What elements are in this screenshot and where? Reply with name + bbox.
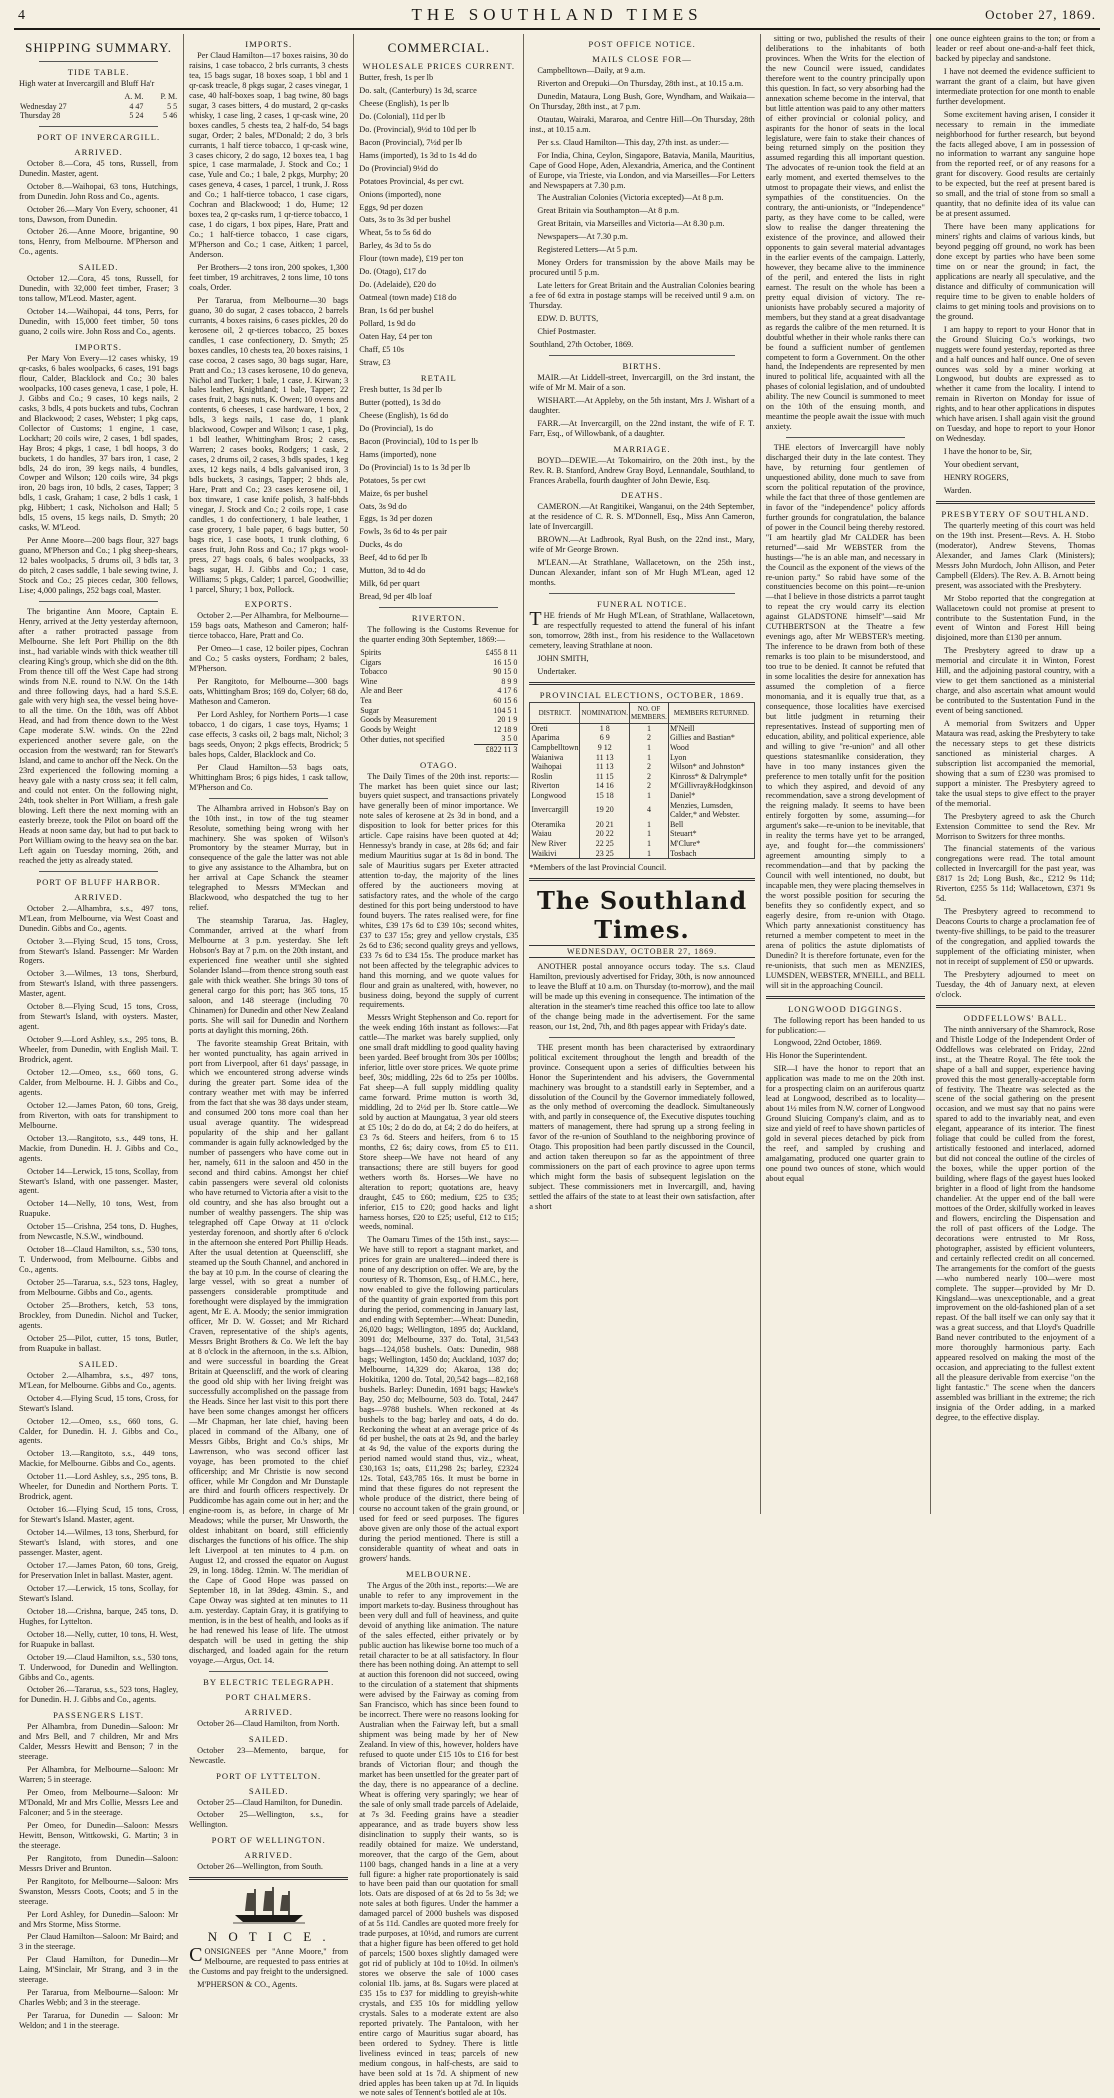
list-item: Dunedin, Mataura, Long Bush, Gore, Wyndham, and Waikaia—On Thursday, 28th inst., at 7 p.m. <box>529 91 755 111</box>
table-row: Aparima 6 9 2 Gillies and Bastian* <box>531 733 735 743</box>
sailed-label: SAILED. <box>248 1785 289 1796</box>
list-item: October 13.—Rangitoto, s.s., 449 tons, Mackie, for Melbourne. Gibbs and Co., agents. <box>19 1449 179 1469</box>
post-office-sub: MAILS CLOSE FOR— <box>592 54 692 64</box>
news-paragraph: The favorite steamship Great Britain, with her wonted punctuality, has again arrived in port from Liverpool, after 61 days' passage, in which we encountered strong adverse winds during the greater part. Some idea of the contrary weather met with may be inferred from the fact that she was 38 days under steam, and consumed 200 tons more coal than her usual average quantity. The widespread popularity of the ship and her gallant commander is again fully acknowledged by the number of passengers who have come out in her, namely, 611 in the saloon and 450 in the second and third cabins. Amongst her chief cabin passengers were several old colonists who have returned to Victoria after a visit to the old country, and she has also brought out a number of wealthy passengers. The ship was telegraphed off Cape Otway at 11 o'clock yesterday forenoon, and shortly after 6 o'clock in the afternoon she entered Port Phillip Heads. After the usual detention at Queenscliff, she steamed up the South Channel, and anchored in the bay at 10 p.m. In the course of clearing the large vessel, with so great a number of passengers considerable promptitude and forethought were displayed by the immigration agent, Mr E. A. Moody; the senior immigration officer, Mr D. W. Gosset; and Mr Richard Craven, representative of the ship's agents, Messrs Bright Brothers & Co. We left the bay at 8 o'clock in the afternoon, in the s.s. Albion, and were successful in boarding the Great Britain at Queenscliff, and the work of clearing the good old ship with her living freight was successfully accomplished on the passage from the Heads. Since her last visit to this port there have been some changes amongst her officers—Mr Chapman, her late chief, having been placed in command of the Albany, one of Messrs Gibbs, Bright and Co.'s ships, Mr Lawrenson, who was second officer last voyage, has been promoted to the chief officership; and Mr Christie is now second officer, while Mr Congdon and Mr Dunstaple are third and fourth officers respectively. Dr Puddicombe has again come out in her; and the engine-room is, as before, in charge of Mr Meadows; while the purser, Mr Unsworth, the oldest inhabitant on board, still efficiently discharges the functions of his office. The ship left Liverpool at ten minutes to 4 p.m. on August 12, and crossed the equator on August 29, in long. 18deg. 12min. W. The meridian of the Cape of Good Hope was passed on September 18, in lat 39deg. 43min. S., and Cape Otway was sighted at ten minutes to 11 a.m. yesterday. Captain Gray, it is gratifying to mention, is in the best of health, and looks as if he had renewed his lease of life. The utmost despatch will be used in getting the ship discharged, and loaded again for the return voyage.—Argus, Oct. 14. <box>189 1038 349 1665</box>
wholesale-heading: WHOLESALE PRICES CURRENT. <box>362 61 516 71</box>
list-item: Per Brothers—2 tons iron, 200 spokes, 1,300 feet timber, 19 architraves, 2 tons lime, 10 tons coals, Order. <box>189 263 349 292</box>
list-item: October 26.—Mary Von Every, schooner, 41 tons, Dawson, from Dunedin. <box>19 204 179 224</box>
arrived-label: ARRIVED. <box>74 146 123 157</box>
list-item: Beef, 4d to 6d per lb <box>359 553 428 563</box>
list-item: Per Lord Ashley, for Dunedin—Saloon: Mr and Mrs Storme, Miss Storme. <box>19 1909 179 1929</box>
warden-name: HENRY ROGERS, <box>943 473 1009 483</box>
list-item: October 25—Claud Hamilton, for Dunedin. <box>197 1797 343 1807</box>
column-6 <box>931 34 1100 1514</box>
list-item: October 12.—Omeo, s.s., 660 tons, G. Calder, from Melbourne. H. J. Gibbs and Co., agents. <box>19 1067 179 1097</box>
list-item: Campbelltown—Daily, at 9 a.m. <box>537 66 646 75</box>
arrived-label: ARRIVED. <box>244 1850 293 1861</box>
column-4 <box>524 34 760 1514</box>
page-number: 4 <box>18 8 25 23</box>
warden-closing: Your obedient servant, <box>943 460 1019 470</box>
postmaster-title: Chief Postmaster. <box>537 326 596 336</box>
list-item: Do (Provincial) 9½d do <box>359 163 439 173</box>
list-item: October 12.—Omeo, s.s., 660 tons, G. Calder, for Dunedin. H. J. Gibbs and Co., agents. <box>19 1416 179 1446</box>
list-item: Cheese (English), 1s per lb <box>359 98 449 108</box>
list-item: October 8.—Cora, 45 tons, Russell, from Dunedin. Master, agent. <box>19 158 179 178</box>
sailed-label: SAILED. <box>248 1733 289 1744</box>
commercial-heading: COMMERCIAL. <box>387 40 490 55</box>
funeral-dropcap: T <box>529 608 542 631</box>
editorial-date: WEDNESDAY, OCTOBER 27, 1869. <box>529 945 754 958</box>
list-item: Cheese (English), 1s 6d do <box>359 410 449 420</box>
sailed-label: SAILED. <box>78 262 119 273</box>
notice-signature: M'PHERSON & CO., Agents. <box>197 1980 298 1990</box>
newspaper-title: The Southland Times. <box>536 886 748 945</box>
melbourne-heading: MELBOURNE. <box>406 1568 472 1579</box>
list-item: Great Britain via Southampton—At 8 p.m. <box>537 206 680 216</box>
port-invercargill-heading: PORT OF INVERCARGILL. <box>36 131 161 142</box>
list-item: Oats, 3s 9d do <box>359 501 407 511</box>
list-item: Per Claud Hamilton—17 boxes raisins, 30 do raisins, 1 case tobacco, 2 brls currants, 3 chests tea, 15 bags sugar, 18 boxes soap, 1 bbl and 1 qr-cask treacle, 8 pkgs sugar, 2 cases vinegar, 1 case, 40 half-boxes soap, 1 bag twine, 80 bags sugar, 3 cases bitters, 4 do mustard, 2 qr-casks whisky, 1 case ling, 2 cases, 1 qr-cask wine, 20 boxes candles, 5 chests tea, 2 half-do, 54 bags sugar, Order; 2 bales, M'Donald; 2 do, 3 brls currants, 1 half tierce tobacco, 1 qr-cask wine, 3 cases chicory, 2 do sago, 12 boxes tea, 1 bag spice, 1 case marmalade, J. Stock and Co.; 1 case, Yule and Co.; 1 bale, 2 pkgs, Murphy; 20 cases geneva, 4 cases, 1 parcel, 1 trunk, J. Ross and Co.; 1 half-tierce tobacco, 1 case cigars, Cochran and Blackwood; 1 do, Hume; 12 boxes tea, 2 qr-casks rum, 1 qr-tierce tobacco, 1 case, 1 do cigars, 1 box pipes, Hare, Pratt and Co.; 1 half-tierce tobacco, 1 case cigars, M'Pherson and Co.; 1 case, Aitken; 1 parcel, Anderson. <box>189 51 349 260</box>
undertaker-title: Undertaker. <box>537 666 577 676</box>
table-row: Invercargill 19 20 4 Menzies, Lumsden, Calder,* and Webster. <box>531 800 740 820</box>
issue-date: October 27, 1869. <box>985 7 1096 22</box>
oddfellows-paragraph: The ninth anniversary of the Shamrock, Rose and Thistle Lodge of the Independent Order of Oddfellows was celebrated on Friday, 22nd inst., at the Theatre Royal. The fête took the shape of a ball and supper, experience having proved this the most generally-acceptable form of festivity. The Theatre was selected as the scene of the social gathering on the present occasion, and we must say that no pains were spared to add to the invariably neat, and even elegant, appearance of its interior. The finest foliage that could be culled from the forest, artistically festooned and interlaced, adorned but did not conceal the outline of the circles of the boxes, while the upper portion of the building, where flags of the gayest hues looked brighter in a flood of light from the handsome chandelier. At the upper end of the ball were mottoes of the Order, skilfully worked in leaves and flowers, encircling the Dispensation and the roll of past officers of the Lodge. The decorations were entrusted to Mr Ross, photographer, assisted by efficient volunteers, and certainly reflected credit on all concerned. The arrangements for the comfort of the guests—who numbered nearly 100—were most complete. The supper—provided by Mr D. Kingsland—was unexceptionable, and a great improvement on the old-fashioned plan of a set repast. Of the ball itself we can only say that it was a great success, and that Lloyd's Quadrille Band never contributed to the enjoyment of a more thoroughly harmonious party. Each appeared resolved on making the most of the occasion, and appreciating to the fullest extent all the pleasure derivable from exercise "on the light fantastic." The scene when the dancers assembled was brilliant in the extreme; the rich insignia of the Order adding, in a marked degree, to the effective display. <box>935 1024 1095 1422</box>
list-item: Chaff, £5 10s <box>359 345 405 355</box>
list-item: Great Britain, via Marseilles and Victoria—At 8.30 p.m. <box>537 219 725 229</box>
list-item: October 9.—Lord Ashley, s.s., 295 tons, B. Wheeler, from Dunedin, with English Mail. T. Brodrick, agent. <box>19 1035 179 1065</box>
table-row: Waihopai 11 13 2 Wilson* and Johnston* <box>531 762 745 772</box>
elections-table: DISTRICT. NOMINATION. NO. OF MEMBERS. MEMBERS RETURNED. Oreti 1 8 1 M'Neill Aparima 6 9 2 Gillies and Bastian* Campbelltown 9 12 1 Wood Waianiwa 11 13 1 Lyon Waihopai 11 13 2 Wilson* and Johnston* Roslin 11 15 2 Kinross* & Dalrymple* Riverton 14 16 2 M'Gillivray&Hodgkinson Longwood 15 18 1 Daniel* Invercargill 19 20 4 Menzies, Lumsden, Calder,* and Webster. Oteramika 20 21 1 Bell Waiau 20 22 1 Steuart* New River 22 25 1 M'Clure* Waikivi 23 25 1 Tosbach <box>529 702 754 859</box>
list-item: Per Tararua, for Dunedin — Saloon: Mr Weldon; and 1 in the steerage. <box>19 2011 179 2031</box>
list-item: Butter, fresh, 1s per lb <box>359 73 434 82</box>
telegraph-heading: BY ELECTRIC TELEGRAPH. <box>203 1676 335 1687</box>
list-item: Riverton and Orepuki—On Thursday, 28th inst., at 10.15 a.m. <box>537 78 744 88</box>
list-item: Ducks, 4s do <box>359 540 403 550</box>
list-item: October 16.—Flying Scud, 15 tons, Cross, for Stewart's Island. Master, agent. <box>19 1505 179 1525</box>
list-item: Potatoes Provincial, 4s per cwt. <box>359 176 464 186</box>
tide-table: A. M. P. M. Wednesday 27 4 47 5 5 Thursday 28 5 24 5 46 <box>20 91 178 121</box>
list-item: Oaten Hay, £4 per ton <box>359 332 433 342</box>
list-item: October 26.—Anne Moore, brigantine, 90 tons, Henry, from Melbourne. M'Pherson and Co., agents. <box>19 227 179 257</box>
list-item: M'LEAN.—At Strathlane, Wallacetown, on the 25th inst., Duncan Alexander, infant son of Mr Hugh M'Lean, aged 12 months. <box>529 558 755 588</box>
table-row: Oteramika 20 21 1 Bell <box>531 819 684 829</box>
revenue-table <box>359 648 518 755</box>
list-item: Do. (Otago), £17 do <box>359 267 427 277</box>
longwood-paragraph: I have not deemed the evidence sufficient to warrant the grant of a claim, but have given intermediate protection for one month to enable further development. <box>935 66 1095 106</box>
list-item: Bran, 1s 6d per bushel <box>359 306 434 316</box>
list-item: October 8.—Waihopai, 63 tons, Hutchings, from Dunedin. John Ross and Co., agents. <box>19 181 179 201</box>
list-item: Oatmeal (town made) £18 do <box>359 293 457 303</box>
presbytery-heading: PRESBYTERY OF SOUTHLAND. <box>941 508 1090 519</box>
list-item: Hams (imported), 1s 3d to 1s 4d do <box>359 150 477 160</box>
revenue-total: £822 11 3 <box>474 744 519 754</box>
list-item: BOYD—DEWIE.—At Tokomairiro, on the 20th inst., by the Rev. R. B. Stanford, Andrew Gray Boyd, Lennandale, Southland, to Frances Arabella, fourth daughter of John Dewie, Esq. <box>529 455 755 485</box>
list-item: WISHART.—At Appleby, on the 5th instant, Mrs J. Wishart of a daughter. <box>529 395 755 415</box>
longwood-paragraph: one ounce eighteen grains to the ton; or from a leader or reef about one-and-a-half feet thick, backed by pipeclay and sandstone. <box>935 34 1095 63</box>
news-paragraph: The Argus of the 20th inst., reports:—We are unable to refer to any improvement in the import markets to-day. Business throughout has been very dull and full of heaviness, and quite devoid of anything like animation. The nature of the sales effected, either privately or by public auction has likewise borne too much of a retail character to be at all satisfactory. In flour there has been nothing doing. An attempt to sell at auction this forenoon did not succeed, owing to the circulation of a statement that shipments were advised by the Fairway as coming from San Francisco, which has since been found to be incorrect. There were no reasons looking for Australian when the Fairway left, but a small shipment was being made by her of New Zealand. In view of this, however, holders have refused to quote under £15 10s to £16 for best brands of Victorian flour; and though the market has been unsettled for the greater part of the day, there is no appearance of a decline. Wheat is offering very sparingly; we hear of the sale of only small trade parcels of Adelaide, at 7s 3d. Feeding grains have a steadier appearance, and as trade buyers show less disinclination to supply their wants, so is readily obtained for maize. We understand, moreover, that the cargo of the Gem, about 1100 bags, changed hands in a line at a very full figure: a higher rate proportionately is said to have been paid than our quotation for small lots. Oats are disposed of at 6s 2d to 5s 3d; we note sales at both figures. Under the hammer a damaged parcel of 2000 bushels was disposed of at 5s 11d. Candles are quoted more freely for trade purposes, at 10½d, and rumors are current that a higher figure has been offered to get hold of parcels; 1500 boxes slightly damaged were got rid of publicly at 10d to 10½d. In oilmen's stores we observe the sale of 1000 cases colonial 1lb. jams, at 8s. Sugars were placed at £35 15s to £37 for middling to greyish-white crystals, and £35 10s for middling yellow crystals. Sales to a moderate extent are also reported privately. The Pantaloon, with her entire cargo of Mauritius sugar aboard, has been ordered to Sydney. There is little liveliness evinced in teas; parcels of new medium congous, in half-chests, are said to have been sold at 1s 7d. A shipment of new dried apples has been taken up at 7d. In liquids we note sales of Tennent's bottled ale at 10s. <box>359 1580 519 2098</box>
list-item: Milk, 6d per quart <box>359 579 420 589</box>
list-item: Per Claud Hamilton—Saloon: Mr Baird; and 3 in the steerage. <box>19 1932 179 1952</box>
elections-note: *Members of the last Provincial Council. <box>529 863 667 873</box>
column-2 <box>184 34 354 1990</box>
post-date: Southland, 27th October, 1869. <box>529 339 634 349</box>
table-row: Other duties, not specified 3 5 0 <box>360 734 518 744</box>
list-item: October 8.—Flying Scud, 15 tons, Cross, from Stewart's Island, with oysters. Master, agent. <box>19 1002 179 1032</box>
list-item: October 25—Brothers, ketch, 53 tons, Brockley, from Dunedin. Nichol and Tucker, agents. <box>19 1301 179 1330</box>
notice-dropcap: C <box>189 1944 203 1967</box>
list-item: October 25—Tararua, s.s., 523 tons, Hagley, from Melbourne. Gibbs and Co., agents. <box>19 1278 179 1298</box>
list-item: October 3.—Flying Scud, 15 tons, Cross, from Stewart's Island. Passenger: Mr Warden Rogers. <box>19 936 179 966</box>
shipping-summary-heading: SHIPPING SUMMARY. <box>25 40 172 55</box>
longwood-paragraph: There have been many applications for miners' rights and claims of various kinds, but beyond pegging off ground, no work has been done except by parties who have been some time on or near the ground; in fact, the applications are nearly all speculative, and the distance and difficulty of communication will require time to be given to enable holders of claims to get mining tools and provisions on to the ground. <box>935 222 1095 321</box>
table-row: Tobacco 90 15 0 <box>360 667 518 677</box>
list-item: Do. (Provincial), 9½d to 10d per lb <box>359 124 477 134</box>
editorial-paragraph: THE present month has been characterised by extraordinary political excitement throughout the length and breadth of the province. Consequent upon a series of difficulties between his Honor the Superintendent and his advisers, the Governmental machinery was brought to a standstill early in September, and a dissolution of the Council by the Governor immediately followed, as the only method of overcoming the deadlock. Simultaneously with, and partly in consequence of, the Executive disputes touching matters of management, there had sprung up a strong feeling in favor of the re-union of Southland to the neighboring province of Otago. This proposition had been partly discussed in the Council, and action taken thereupon so far as the appointment of three commissioners on the part of each province to agree upon terms which might form the basis of subsequent legislation on the subject. These commissioners met in Invercargill, and, having settled the affairs of the state to at least their own satisfaction, after a short <box>529 1042 755 1211</box>
undertaker-name: JOHN SMITH, <box>537 653 589 663</box>
column-3 <box>354 34 524 2098</box>
list-item: Butter (potted), 1s 3d do <box>359 397 441 407</box>
list-item: Per Alhambra, from Dunedin—Saloon: Mr and Mrs Bell, and 7 children, Mr and Mrs Calder, Messrs Hewitt and Benson; 7 in the steerage. <box>19 1722 179 1762</box>
list-item: October 3.—Wilmes, 13 tons, Sherburd, from Stewart's Island, with three passengers. Master, agent. <box>19 969 179 999</box>
table-row: Ale and Beer 4 17 6 <box>360 686 518 696</box>
list-item: October 12.—James Paton, 60 tons, Greig, from Riverton, with oats for transhipment to Melbourne. <box>19 1100 179 1130</box>
list-item: Oats, 3s to 3s 3d per bushel <box>359 215 451 225</box>
deaths-heading: DEATHS. <box>621 490 664 501</box>
list-item: Maize, 6s per bushel <box>359 488 428 498</box>
table-row <box>359 744 518 754</box>
list-item: October 14.—Waihopai, 44 tons, Perrs, for Dunedin, with 15,000 feet timber, 50 tons guano, 2 coils wire. John Ross and Co., agents. <box>19 307 179 337</box>
editorial-paragraph: sitting or two, published the results of their deliberations to the inhabitants of both provinces. When the Writs for the election of the new Council were issued, candidates therefore went to the country principally upon this question. In fact, so very absorbing had the annexation scheme become in the interval, that but little attention was paid to any other matters of either provincial or colonial policy, and aspirants for the honor of seats in the local legislature, were fain to stake their chances of being returned simply on the position they assumed regarding this all important question. The advocates of re-union took the field at an early moment, and exerted themselves to the utmost to propagate their views, and enlist the sympathies of the constituencies. On the contrary, the anti-unionists, or "Independence" party, as they have come to be called, were slow to realise the danger threatening the existence of the province, and allowed their opponents to gain several material advantages in the earlier events of the campaign. Latterly, however, they became alive to the imminence of the peril, and entered the lists in right earnest. The result on the whole has been a pretty equal division of victory. The re-unionists have probably secured a majority of members, but they stand at a great disadvantage as regards the calibre of the men returned. It is doubtful whether in their whole ranks there can be found a sufficient number of gentlemen competent to form a Government. On the other hand, the Independents are represented by men inured to political life, acquainted with all the phases of colonial legislation, and of undoubted ability. The new Council is summoned to meet on the 10th of the ensuing month, and meantime the people await the issue with much anxiety. <box>765 34 925 432</box>
table-row: Sugar 104 5 1 <box>360 705 518 715</box>
births-heading: BIRTHS. <box>622 360 662 371</box>
presbytery-paragraph: A memorial from Switzers and Upper Mataura was read, asking the Presbytery to take the necessary steps to get these districts sanctioned as ministerial charges. A subscription list accompanied the memorial, showing that a sum of £230 was promised to support a minister. The Presbytery agreed to take the usual steps to give effect to the prayer of the memorial. <box>935 719 1095 808</box>
list-item: October 17.—Lerwick, 15 tons, Scollay, for Stewart's Island. <box>19 1583 179 1603</box>
list-item: October 2.—Alhambra, s.s., 497 tons, M'Lean, for Melbourne. Gibbs and Co., agents. <box>19 1370 179 1390</box>
funeral-heading: FUNERAL NOTICE. <box>596 599 688 610</box>
longwood-addressee: His Honor the Superintendent. <box>765 1051 868 1061</box>
table-row: Goods by Measurement 20 1 9 <box>360 715 518 725</box>
tide-note: High water at Invercargill and Bluff Ha'r <box>19 79 155 88</box>
arrived-label: ARRIVED. <box>74 891 123 902</box>
list-item: Bread, 9d per 4lb loaf <box>359 592 432 602</box>
table-row: Waiau 20 22 1 Steuart* <box>531 829 697 839</box>
list-item: October 25—Pilot, cutter, 15 tons, Butler, from Ruapuke in ballast. <box>19 1333 179 1353</box>
notice-body: CONSIGNEES per "Anne Moore," from Melbourne, are requested to pass entries at the Customs and pay freight to the undersigned. <box>189 1944 349 1977</box>
presbytery-paragraph: The quarterly meeting of this court was held on the 19th inst. Present—Revs. A. H. Stobo (moderator), Andrew Stevens, Thomas Alexander, and James Clark (Ministers); Messrs John Murdoch, John Allison, and Peter Campbell (Elders). The Rev. A. B. Arnott being present, was associated with the Presbytery. <box>935 520 1095 590</box>
list-item: Hams (imported), none <box>359 449 437 459</box>
paper-name: THE SOUTHLAND TIMES <box>411 5 703 24</box>
port-chalmers-heading: PORT CHALMERS. <box>225 1691 312 1702</box>
list-item: Late letters for Great Britain and the Australian Colonies bearing a fee of 6d extra in postage stamps will be received until 9 a.m. on Thursday. <box>529 281 755 311</box>
list-item: October 19.—Claud Hamilton, s.s., 530 tons, T. Underwood, for Dunedin and Wellington. Gibbs and Co., agents. <box>19 1652 179 1682</box>
list-item: CAMERON.—At Rangitikei, Wanganui, on the 24th September, at the residence of C. R. S. M'Donnell, Esq., Miss Ann Cameron, late of Invercargill. <box>529 502 755 532</box>
table-row: Oreti 1 8 1 M'Neill <box>531 723 695 733</box>
list-item: October 2.—Per Alhambra, for Melbourne—159 bags oats, Matheson and Cameron; half-tierce tobacco, Hare, Pratt and Co. <box>189 611 349 641</box>
elections-heading: PROVINCIAL ELECTIONS, OCTOBER, 1869. <box>539 689 745 700</box>
list-item: Fowls, 3s 6d to 4s per pair <box>359 527 448 537</box>
longwood-heading: LONGWOOD DIGGINGS. <box>788 1003 903 1014</box>
list-item: Registered Letters—At 5 p.m. <box>537 245 638 255</box>
list-item: October 26.—Tararua, s.s., 523 tons, Hagley, for Dunedin. H. J. Gibbs and Co., agents. <box>19 1685 179 1705</box>
list-item: October 23—Memento, barque, for Newcastle. <box>189 1745 349 1765</box>
list-item: October 2.—Alhambra, s.s., 497 tons, M'Lean, from Melbourne, via West Coast and Dunedin. Gibbs and Co., agents. <box>19 903 179 933</box>
imports-label: IMPORTS. <box>245 39 293 49</box>
longwood-paragraph: I am happy to report to your Honor that in the Ground Sluicing Co.'s workings, two nuggets were found yesterday, reported as three and a half ounces and half ounce. One of seven ounces was sold by a miner working at Longwood, but doubts are expressed as to whether it came from the locality. I intend to remain in Riverton on Monday for issue of rights, and to hear other applications in disputes which have arisen. I shall again visit the ground on Tuesday, and hope to report to your Honor on Wednesday. <box>935 324 1095 444</box>
presbytery-paragraph: Mr Stobo reported that the congregation at Wallacetown could not promise at present to contribute to the Sustentation Fund, in the event of Winton and Forest Hill being disjoined, more than £130 per annum. <box>935 593 1095 643</box>
list-item: Do. (Adelaide), £20 do <box>359 280 436 290</box>
news-paragraph: The Daily Times of the 20th inst. reports:—The market has been quiet since our last; buyers quiet suspect, and transactions privately have generally been of minor importance. We note sales of kerosene at 2s 3d in bond, and a disposition to look for better prices for this article. Cape raisins have been quoted at 4d; Hennessy's brandy in case, at 28s 6d; and fair medium Mauritius sugar at 1s 8d in bond. The sale of Mauritius sugars per Exeter attracted attention to-day, the majority of the lines offered by the auctioneers moving at satisfactory rates, and the whole of the cargo destined for this port being understood to have found buyers. The rates realised were, for fine whites, £39 17s 6d to £39 10s; second whites, £37 to £37 15s; grey and yellow crystals, £35 2s 6d to £36; second quality greys and yellows, £33 7s 6d to £34 15s. The produce market has not been affected by the telegraphic advices to hand this morning, and we quote values for flour and grain as unaltered, with, however, no business doing, beyond the supply of current requirements. <box>359 771 519 1010</box>
exports-label: EXPORTS. <box>244 599 293 610</box>
table-row: Roslin 11 15 2 Kinross* & Dalrymple* <box>531 771 748 781</box>
table-row: Riverton 14 16 2 M'Gillivray&Hodgkinson <box>531 781 753 791</box>
oddfellows-heading: ODDFELLOWS' BALL. <box>963 1012 1068 1023</box>
list-item: Per Mary Von Every—12 cases whisky, 19 qr-casks, 6 bales woolpacks, 6 cases, 191 bags flour, Calder, Blacklock and Co.; 30 bales woolpacks, 100 cases geneva, 1 case, 1 pole, H. J. Gibbs and Co.; 9 cases, 10 kegs nails, 2 casks, 3 bdls, 4 pots buckets and tubs, Cochran and Blackwood; 2 cases, Webster; 1 pkg caps, Collector of Customs; 1 engine, 1 case, Lockhart; 20 coils wire, 2 cases, 1 bdl spades, Hay Bros; 4 pkgs, 1 case, 1 bdl hoops, 3 do buckets, 1 do handles, 37 bars iron, 1 case, 2 bdls, 24 do iron, 39 kegs nails, 4 bundles, Cowper and Wilson; 120 coils wire, 34 pkgs iron, 20 bags iron, 10 bdls, 2 cases, Tapper; 3 bdls, 1 cask, Graham; 1 case, 2 bdls 1 cask, 1 pkg, Hibbert; 1 cask, Nicholson and Hall; 5 bdls, 15 ovens, 15 kegs nails, D. Smyth; 20 casks, W. M'Leod. <box>19 354 179 533</box>
sailed-label: SAILED. <box>78 1358 119 1369</box>
shipping-report: The brigantine Ann Moore, Captain E. Henry, arrived at the Jetty yesterday afternoon, after a rather protracted passage from Melbourne. She left Port Phillip on the 8th inst., had variable winds with thick weather till clearing King's group, which she did on the 8th. From thence till off the West Cape had strong winds from N.E. round to N.W. On the 14th and three following days, had a hard S.S.E. gale with very high sea, the vessel being hove-to all the time. On the 18th, was off Abbot Head, and had from thence down to the West Cape moderate S.W. winds. On the 22nd experienced another severe gale, on the occasion from the westward; ran for Stewart's Island, and came to anchor off the Neck. On the 23rd experienced the following morning a heavy gale with a nasty cross sea; it fell calm, and could not enter. On the following night, 24th, took shelter in Port William, a fresh gale blowing. Left there the next morning with an easterly breeze, took the Pilot on board off the Heads at noon same day, but had to put back to Port William owing to the heavy sea on the bar. Left again on Tuesday morning, 26th, and reached the jetty as already stated. <box>19 606 179 865</box>
warden-title: Warden. <box>943 485 972 495</box>
table-row: Waianiwa 11 13 1 Lyon <box>531 752 687 762</box>
ship-icon <box>229 1885 309 1925</box>
list-item: Flour (town made), £19 per ton <box>359 254 464 264</box>
list-item: October 11.—Lord Ashley, s.s., 295 tons, B. Wheeler, for Dunedin and Northern Ports. T. Brodrick, agent. <box>19 1472 179 1502</box>
list-item: Do. (Colonial), 11d per lb <box>359 111 446 121</box>
table-row: Longwood 15 18 1 Daniel* <box>531 790 696 800</box>
list-item: Per Omeo—1 case, 12 boiler pipes, Cochran and Co.; 5 casks oysters, Fordham; 2 bales, M'Pherson. <box>189 644 349 674</box>
list-item: Onions (imported), none <box>359 189 442 199</box>
list-item: October 18.—Nelly, cutter, 10 tons, H. West, for Ruapuke in ballast. <box>19 1629 179 1649</box>
list-item: Per Alhambra, for Melbourne—Saloon: Mr Warren; 5 in steerage. <box>19 1765 179 1785</box>
list-item: October 13.—Rangitoto, s.s., 449 tons, H. Mackie, from Dunedin. H. J. Gibbs and Co., agents. <box>19 1133 179 1163</box>
list-item: BROWN.—At Ladbrook, Ryal Bush, on the 22nd inst., Mary, wife of Mr George Brown. <box>529 535 755 555</box>
list-item: Do (Provincial), 1s do <box>359 423 433 433</box>
presbytery-paragraph: The Presbytery adjourned to meet on Tuesday, the 4th of January next, at eleven o'clock. <box>935 969 1095 999</box>
column-1 <box>14 34 184 2031</box>
list-item: Otautau, Wairaki, Mararoa, and Centre Hill—On Thursday, 28th inst., at 10.15 a.m. <box>529 114 755 134</box>
column-5 <box>761 34 931 1514</box>
list-item: Newspapers—At 7.30 p.m. <box>537 232 628 242</box>
list-item: October 15—Crishna, 254 tons, D. Hughes, from Newcastle, N.S.W., windbound. <box>19 1222 179 1242</box>
table-row: Thursday 28 5 24 5 46 <box>20 111 178 121</box>
list-item: Mutton, 3d to 4d do <box>359 566 426 576</box>
port-bluff-heading: PORT OF BLUFF HARBOR. <box>36 876 161 887</box>
news-paragraph: The steamship Tararua, Jas. Hagley, Commander, arrived at the wharf from Melbourne at 3 p.m. yesterday. She left Hobson's Bay at 7 p.m. on the 20th instant, and experienced fine weather until she sighted Solander Island—from thence strong south east gale with thick weather. She brings 30 tons of general cargo for this port; has 365 tons, 15 saloon, and 148 steerage (including 70 Chinamen) for Dunedin and other New Zealand ports. She will sail for Dunedin and Northern ports at daylight this morning, 26th. <box>189 916 349 1035</box>
list-item: Bacon (Provincial), 10d to 1s per lb <box>359 436 478 446</box>
notice-heading: N O T I C E . <box>207 1929 330 1945</box>
table-row: Tea 60 15 6 <box>360 696 518 705</box>
longwood-paragraph: Some excitement having arisen, I consider it necessary to remain in the immediate neighborhood for further research, but beyond the facts alleged above, I am in possession of no information to warrant any sanguine hope from the reported reef, or of any reasons for a grant for discovery. Good results are certainly to be expected, but the reef at present bared is so small, and the trial of stone from so small a quantity, that no definite idea of its value can be at present assumed. <box>935 109 1095 219</box>
list-item: Per Tararua, from Melbourne—Saloon: Mr Charles Webb; and 3 in the steerage. <box>19 1988 179 2008</box>
list-item: October 25—Wellington, s.s., for Wellington. <box>189 1810 349 1830</box>
port-lyttelton-heading: PORT OF LYTTELTON. <box>216 1770 322 1781</box>
list-item: Straw, £3 <box>359 357 391 367</box>
list-item: October 18.—Crishna, barque, 245 tons, D. Hughes, for Lyttelton. <box>19 1606 179 1626</box>
list-item: Money Orders for transmission by the above Mails may be procured until 5 p.m. <box>529 258 755 278</box>
longwood-paragraph: SIR—I have the honor to report that an application was made to me on the 20th inst. for a prospecting claim on an auriferous quartz lead at Longwood, described as to locality—about 1½ miles from N.W. corner of Longwood Ground Sluicing Company's claim, and as to size and yield of reef to have shown particles of gold in several pieces detached by pick from the reef, and sampled by crushing and amalgamating, produced one quarter grain to one pound two ounces of stone, which would about equal <box>765 1064 925 1183</box>
list-item: Per Rangitoto, from Dunedin—Saloon: Messrs Driver and Brunton. <box>19 1853 179 1873</box>
port-wellington-heading: PORT OF WELLINGTON. <box>211 1835 326 1846</box>
table-row: New River 22 25 1 M'Clure* <box>531 838 701 848</box>
list-item: October 17.—James Paton, 60 tons, Greig, for Preservation Inlet in ballast. Master, agent. <box>19 1560 179 1580</box>
list-item: Eggs, 9d per dozen <box>359 202 423 212</box>
list-item: Eggs, 1s 3d per dozen <box>359 514 433 524</box>
list-item: Fresh butter, 1s 3d per lb <box>359 384 442 394</box>
news-paragraph: The Oamaru Times of the 15th inst., says:—We have still to report a stagnant market, and prices for grain are unaltered—indeed there is none of any description on offer. We are, by the courtesy of R. Thomson, Esq., of H.M.C., here, now enabled to give the following particulars of the quantity of grain exported from this port during the period, commencing in January last, and ending with September:—Wheat: Dunedin, 26,020 bags; Wellington, 1895 do; Auckland, 3091 do; Melbourne, 337 do. Total, 31,543 bags—124,058 bushels. Oats: Dunedin, 988 bags; Wellington, 1450 do; Auckland, 1037 do; Melbourne, 14,329 do; Akaroa, 138 do; Hokitika, 1200 do. Total, 20,542 bags—82,168 bushels. Barley: Dunedin, 1691 bags; Hawke's Bay, 250 do; Melbourne, 503 do. Total, 2447 bags—9788 bushels. When reckoned at 4s bushels to the bag; barley and oats, 4 do do. Reckoning the wheat at an average price of 4s 6d per bushel, the oats at 2s 9d, and the barley at 4s 9d, the value of the exports during the period named would stand thus, viz., wheat, £30,163 1s; oats, £11,298 2s; barley, £2324 12s. Total, £43,785 16s. It must be borne in mind that these figures do not represent the whole produce of the district, there being of course no account taken of the grain ground, or used for feed or seed purposes. The figures above given are only those of the actual export during the period mentioned. There is still a considerable quantity of wheat and oats in growers' hands. <box>359 1235 519 1563</box>
list-item: For India, China, Ceylon, Singapore, Batavia, Manila, Mauritius, Cape of Good Hope, Aden, Alexandria, America, and the Continent of Europe, via Trieste, via London, and via Marseilles—For Letters and Newspapers at 7.30 p.m. <box>529 150 755 190</box>
list-item: Per Tararua, from Melbourne—30 bags guano, 30 do sugar, 2 cases tobacco, 2 barrels currants, 4 boxes raisins, 6 cases pickles, 20 do kerosene oil, 2 qr-tierces tobacco, 25 boxes candles, 1 case confectionery, D. Smyth; 25 boxes candles, 10 chests tea, 20 boxes raisins, 1 case cocoa, 2 cases sago, 30 bags sugar, Hare, Pratt and Co.; 13 cases kerosene, 10 do geneva, Nichol and Tucker; 1 bale, 1 case, J. Kirwan; 3 bales leather, Knightland; 1 bale, Tapper; 22 cases fruit, 2 bags nuts, K. Owen; 10 ovens and contents, 6 cheeses, 1 case hardware, 1 box, 2 bdls, 3 kegs nails, 1 case do, 1 plank blackwood, Cowper and Wilson; 1 case, 1 pkg, 1 bdl leather, Whittingham Bros; 2 cases, Warren; 2 cases books, Rodgers; 1 cask, 2 cases, 2 drums oil, 2 cases, 3 bdls spades, 1 keg axes, 12 kegs nails, 4 bdls galvanised iron, 3 bdls buckets, 3 casings, Tapper; 2 bhds ale, Hare, Pratt and Co.; 23 cases kerosene oil, 1 box tinware, 1 case knife polish, 3 half-bhds vinegar, J. Stock and Co.; 2 coils rope, 1 case candles, 1 do confectionery, 1 bale leather, 1 case grocery, 1 bale paper, 6 bags butter, 50 bags rice, 1 case boots, 1 trunk clothing, 6 cases fruit, John Ross and Co.; 17 pkgs wool-press, 27 bags coals, 6 bales woolpacks, 33 bags sugar, H. J. Gibbs and Co.; 1 case, Williams; 5 pkgs, Calder; 1 parcel, Goodwillie; 1 parcel, Shury; 1 box, Pollock. <box>189 295 349 594</box>
longwood-intro: The following report has been handed to us for publication:— <box>765 1015 925 1035</box>
list-item: Per Rangitoto, for Melbourne—300 bags oats, Whittingham Bros; 169 do, Colyer; 68 do, Matheson and Cameron. <box>189 677 349 707</box>
news-paragraph: Messrs Wright Stephenson and Co. report for the week ending 16th instant as follows:—Fat cattle—The market was barely supplied, only one small draft middling to good quality having been yarded. Beef brought from 30s per 100lbs; inferior, little over store prices. We quote prime beef, 30s; middling, 22s 6d to 25s per 100lbs. Fat sheep—A full supply middling quality came forward. Prime mutton is worth 3d, middling, 2d to 2½d per lb. Store cattle—We sold by auction at Maungatua, 3 year old steers at £5 10s; 2 do do do, at £4; 2 do do heifers, at £3 7s 6d. Steers and heifers, from 6 to 15 months, £2 6s; dairy cows, from £5 to £11. Store sheep—We have not heard of any transactions; there are still buyers for good wethers worth 8s. Horses—We have no alteration to report; quotations are, heavy draught, £45 to £60; medium, £25 to £35; inferior, £15 to £20; good hacks and light harness horses, £20 to £25; useful, £12 to £15; weeds, nominal. <box>359 1013 519 1232</box>
riverton-heading: RIVERTON. <box>411 613 466 624</box>
editorial-paragraph: ANOTHER postal annoyance occurs today. The s.s. Claud Hamilton, previously advertised for Friday, 30th, is now announced to leave the Bluff at 10 a.m. on Thursday (to-morrow), and the mail will be made up this evening in consequence. The intimation of the alteration in the steamer's time reached this office too late to allow of the change being made in the advertisement. For the same reason, our 1st, 2nd, 7th, and 8th pages appear with Friday's date. <box>529 962 755 1031</box>
arrived-label: ARRIVED. <box>244 1706 293 1717</box>
list-item: October 12.—Cora, 45 tons, Russell, for Dunedin, with 32,000 feet timber, Fraser; 3 tons tallow, M'Leod. Master, agent. <box>19 274 179 304</box>
passengers-label: PASSENGERS LIST. <box>53 1710 145 1721</box>
list-item: Per Lord Ashley, for Northern Ports—1 case tobacco, 1 do cigars, 1 case toys, Hyams; 1 case effects, 3 casks oil, 2 bags malt, Nichol; 3 bags seeds, Onyon; 2 pkgs effects, Brodrick; 5 bales hops, Calder, Blacklock and Co. <box>189 710 349 759</box>
postmaster-name: EDW. D. BUTTS, <box>537 314 599 324</box>
list-item: FARR.—At Invercargill, on the 22nd instant, the wife of F. T. Farr, Esq., of Willowbank, of a daughter. <box>529 418 755 438</box>
list-item: Per s.s. Claud Hamilton—This day, 27th inst. as under:— <box>537 137 729 147</box>
news-paragraph: The Alhambra arrived in Hobson's Bay on the 10th inst., in tow of the tug steamer Resolute, something being wrong with her machinery. She was spoken of Wilson's Promontory by the steamer Murray, but in consequence of the gale the latter was not able to give any assistance to the Alhambra, but on her arrival at Cape Schanck the steamer telegraphed to Messrs M'Meckan and Blackwood, who despatched the tug to her relief. <box>189 803 349 913</box>
list-item: Per Omeo, for Dunedin—Saloon: Messrs Hewitt, Benson, Wittkowski, G. Martin; 3 in the steerage. <box>19 1820 179 1850</box>
longwood-date: Longwood, 22nd October, 1869. <box>773 1038 882 1048</box>
table-row: Wednesday 27 4 47 5 5 <box>20 101 178 111</box>
table-row: Cigars 16 15 0 <box>360 657 518 667</box>
funeral-body: THE friends of Mr Hugh M'Lean, of Strathlane, Wallacetown, are respectfully requested to attend the funeral of his infant son, tomorrow, 28th inst., from his residence to the Wallacetown cemetery, leaving Strathlane at noon. <box>529 608 755 650</box>
list-item: Do. salt, (Canterbury) 1s 3d, scarce <box>359 85 477 95</box>
table-row: Waikivi 23 25 1 Tosbach <box>531 848 697 858</box>
list-item: October 26—Wellington, from South. <box>197 1862 323 1872</box>
list-item: October 4.—Flying Scud, 15 tons, Cross, for Stewart's Island. <box>19 1393 179 1413</box>
list-item: Wheat, 5s to 5s 6d do <box>359 228 432 238</box>
list-item: October 14—Lerwick, 15 tons, Scollay, from Stewart's Island, with one passenger. Master, agent. <box>19 1166 179 1196</box>
marriage-heading: MARRIAGE. <box>613 443 671 454</box>
list-item: October 18—Claud Hamilton, s.s., 530 tons, T. Underwood, from Melbourne. Gibbs and Co., agents. <box>19 1245 179 1275</box>
longwood-paragraph: I have the honor to be, Sir, <box>943 447 1032 457</box>
table-row: Goods by Weight 12 18 9 <box>360 724 518 734</box>
list-item: Pollard, 1s 9d do <box>359 319 416 329</box>
list-item: The Australian Colonies (Victoria excepted)—At 8 p.m. <box>537 193 724 203</box>
table-row: Campbelltown 9 12 1 Wood <box>531 742 689 752</box>
list-item: Potatoes, 5s per cwt <box>359 475 426 485</box>
table-row: Wine 8 9 9 <box>360 676 518 686</box>
list-item: MAIR.—At Liddell-street, Invercargill, on the 3rd instant, the wife of Mr M. Mair of a son. <box>529 372 755 392</box>
masthead <box>14 0 1100 30</box>
list-item: Per Anne Moore—200 bags flour, 327 bags guano, M'Pherson and Co.; 1 pkg sheep-shears, 12 bales woolpacks, 5 drums oil, 3 bdls tar, 3 do pitch, 2 cases saddle, 1 bale sewing twine, J. Stock and Co.; 25 pieces cedar, 300 fellows, Lise; 4,000 palings, 252 bags coal, Master. <box>19 536 179 595</box>
list-item: Barley, 4s 3d to 5s do <box>359 241 432 251</box>
presbytery-paragraph: The Presbytery agreed to draw up a memorial and circulate it in Winton, Forest Hill, and the adjoining pastoral country, with a view to get them sanctioned as a ministerial charge, and also ascertain what amount would be contributed to the Sustentation Fund in the event of being sanctioned. <box>935 646 1095 716</box>
tide-table-heading: TIDE TABLE. <box>67 67 130 77</box>
editorial-paragraph: THE electors of Invercargill have nobly discharged their duty in the late contest. They have, by returning four gentlemen of unquestioned ability, done much to save from scorn the political reputation of the province, while the fact that three of those gentlemen are in favor of the "independence" policy affords further grounds for congratulation, the balance of power in the Council being thereby restored. "I am heartily glad Mr CALDER has been returned"—said Mr WEBSTER from the hustings—"he is an able man, and necessary in the Council as the exponent of the views of the re-union party." So rabid have some of the constituencies become on this point—re-union—that I believe in those districts a parrot taught to repeat the cry would carry its election against GLADSTONE himself"—said Mr CUTHBERTSON at the Theatre a few evenings ago, after Mr WEBSTER's meeting. The inference to be drawn from both of these remarks is too plain to be misunderstood, and too true to be denied. It cannot be refuted that in some localities the desire for annexation has assumed the completion of a fierce monomania, and it is equally true that, as a consequence, those localities have exercised but little judgment in returning their representatives. Instead of supporting men of education, ability, and political experience, able and willing to give "re-union" and all other questions statesmanlike consideration, they have in too many instances given the preference to men totally unfit for the position to which they aspired, and devoid of any recommendation, save a strong development of the reigning malady. It seems to have been entirely forgotten by some, assuming—for argument's sake—re-union to be inevitable, that in reality the terms have yet to be arranged, aye, and fought for—the commissioners' agreement amounting simply to a recommendation—and that by packing the Council with well intentioned, no doubt, but incapable men, they were placing themselves in the worst possible position for securing the benefits they so confidently expect, and so eagerly desire, from re-union with Otago. Which party annexationist constituency has returned a member competent to meet in the arena of politics the astute diplomatists of Dunedin? It is therefore fortunate, even for the re-unionists, that such men as MENZIES, LUMSDEN, WEBSTER, M'NEILL, and BELL will sit in the approaching Council. <box>765 443 925 990</box>
list-item: Bacon (Provincial), 7½d per lb <box>359 137 463 147</box>
presbytery-paragraph: The Presbytery agreed to recommend to Deacons Courts to charge a proclamation fee of twenty-five shillings, to be paid to the treasurer of the congregation, and applied towards the supplement of the officiating minister, when not in receipt of supplement of £50 or upwards. <box>935 907 1095 966</box>
otago-heading: OTAGO. <box>420 759 458 770</box>
list-item: Do (Provincial) 1s to 1s 3d per lb <box>359 462 471 472</box>
list-item: Per Claud Hamilton—53 bags oats, Whittingham Bros; 6 pigs hides, 1 cask tallow, M'Pherson and Co. <box>189 762 349 792</box>
list-item: Per Rangitoto, for Melbourne—Saloon: Mrs Swanston, Messrs Coots, Coots; and 5 in the steerage. <box>19 1876 179 1906</box>
post-office-heading: POST OFFICE NOTICE. <box>588 39 696 49</box>
presbytery-paragraph: The financial statements of the various congregations were read. The total amount collected in Invercargill for the past year, was £817 1s 2d; Long Bush, &c., £212 9s 11d; Riverton, £255 5s 11d; Wallacetown, £371 9s 5d. <box>935 844 1095 904</box>
table-row: Spirits £455 8 11 <box>360 648 518 658</box>
list-item: Per Claud Hamilton, for Dunedin—Mr Laing, M'Sinclair, Mr Strang, and 3 in the steerage. <box>19 1955 179 1985</box>
riverton-intro: The following is the Customs Revenue for the quarter ending 30th September, 1869:— <box>359 625 519 645</box>
list-item: October 14—Nelly, 10 tons, West, from Ruapuke. <box>19 1199 179 1219</box>
retail-heading: RETAIL <box>420 372 457 383</box>
list-item: October 26—Claud Hamilton, from North. <box>197 1718 340 1728</box>
list-item: Per Omeo, from Melbourne—Saloon: Mr M'Donald, Mr and Mrs Collie, Messrs Lee and Falconer; and 5 in the steerage. <box>19 1788 179 1817</box>
list-item: October 14.—Wilmes, 13 tons, Sherburd, for Stewart's Island, with stores, and one passenger. Master, agent. <box>19 1528 179 1558</box>
imports-label: IMPORTS. <box>75 342 122 353</box>
presbytery-paragraph: The Presbytery agreed to ask the Church Extension Committee to send the Rev. Mr Morrison to Switzers for three months. <box>935 811 1095 841</box>
